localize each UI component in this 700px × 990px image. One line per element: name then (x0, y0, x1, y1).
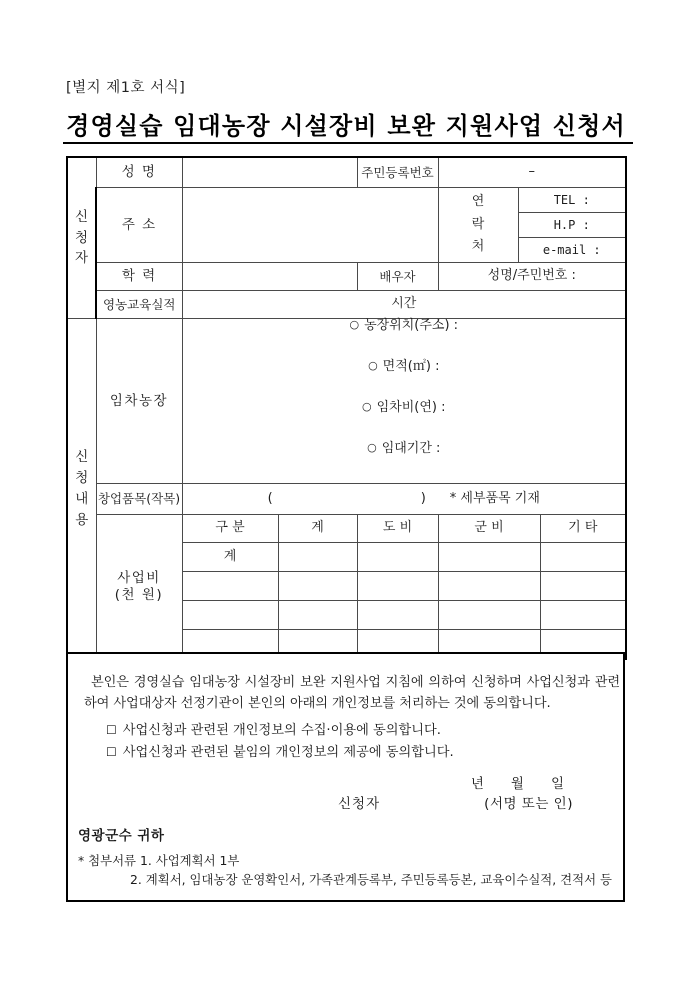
label-project-cost (96, 515, 182, 660)
addressee: 영광군수 귀하 (78, 828, 165, 844)
bullet-circle-icon: ○ (349, 318, 360, 331)
cost-cell[interactable] (540, 572, 626, 601)
bullet-circle-icon: ○ (368, 359, 378, 372)
label-name: 성 명 (96, 157, 182, 188)
field-name[interactable] (182, 157, 357, 188)
cost-cell[interactable] (182, 601, 278, 630)
application-label-char-1: 신 (75, 448, 89, 465)
rented-farm-item-rent-text: 임차비(연) : (376, 400, 446, 415)
application-label-char-4: 용 (75, 511, 89, 528)
field-spouse[interactable]: 성명/주민번호 : (438, 263, 626, 291)
label-address: 주 소 (96, 188, 182, 263)
document-title: 경영실습 임대농장 시설장비 보완 지원사업 신청서 (66, 112, 626, 140)
checkbox-icon[interactable]: ☐ (106, 723, 117, 737)
cost-cell[interactable] (278, 543, 357, 572)
consent-checkbox-collect-use-label: 사업신청과 관련된 개인정보의 수집·이용에 동의합니다. (122, 723, 441, 738)
contact-label-char-1: 연 (471, 194, 485, 210)
rented-farm-item-rent (183, 401, 626, 442)
label-startup-item: 창업품목(작목) (96, 484, 182, 515)
cost-header-county: 군 비 (438, 515, 540, 543)
label-education: 학 력 (96, 263, 182, 291)
signature-note[interactable]: (서명 또는 인) (484, 796, 573, 812)
cost-cell[interactable] (357, 543, 438, 572)
attachment-item-1: 1. 사업계획서 1부 (139, 853, 240, 868)
cost-cell[interactable] (438, 601, 540, 630)
cost-cell[interactable] (438, 572, 540, 601)
cost-header-category: 구 분 (182, 515, 278, 543)
rented-farm-item-area (183, 360, 626, 401)
cost-cell[interactable] (357, 601, 438, 630)
field-farm-education[interactable]: 시간 (182, 291, 626, 319)
contact-label-char-3: 처 (471, 239, 485, 255)
field-tel[interactable]: TEL : (518, 188, 626, 213)
cost-cell[interactable] (540, 543, 626, 572)
consent-statement: 본인은 경영실습 임대농장 시설장비 보완 지원사업 지침에 의하여 신청하며 사업신청과 관련하여 사업대상자 선정기관이 본인의 아래의 개인정보를 처리하는 것에 동의합니다. (84, 675, 620, 712)
rented-farm-item-location (183, 319, 626, 360)
application-label-char-3: 내 (75, 490, 89, 507)
section-label-applicant (67, 157, 96, 319)
section-label-application (67, 319, 96, 660)
applicant-label-char-2: 청 (74, 229, 89, 246)
rented-farm-item-location-text: 농장위치(주소) : (364, 318, 459, 333)
cost-header-total: 계 (278, 515, 357, 543)
cost-cell[interactable] (438, 543, 540, 572)
label-rrn: 주민등록번호 (357, 157, 438, 188)
date-year-label: 년 (470, 776, 485, 792)
consent-checkbox-provide-label: 사업신청과 관련된 붙임의 개인정보의 제공에 동의합니다. (122, 744, 454, 760)
cost-header-province: 도 비 (357, 515, 438, 543)
startup-item-paren-open: ( (267, 490, 273, 506)
field-address[interactable] (182, 188, 438, 263)
bullet-circle-icon: ○ (362, 400, 372, 413)
consent-checkbox-list (106, 720, 454, 764)
consent-box (66, 652, 625, 902)
label-spouse: 배우자 (357, 263, 438, 291)
rented-farm-item-period (183, 442, 626, 483)
field-education[interactable] (182, 263, 357, 291)
label-farm-education: 영농교육실적 (96, 291, 182, 319)
signer-label: 신청자 (338, 796, 381, 812)
contact-label-char-2: 락 (471, 216, 485, 232)
field-hp[interactable]: H.P : (518, 213, 626, 238)
consent-checkbox-provide[interactable] (106, 742, 454, 764)
label-rented-farm: 임차농장 (96, 319, 182, 484)
field-startup-item[interactable] (182, 484, 626, 515)
label-contact (438, 188, 518, 263)
field-rented-farm[interactable] (182, 319, 626, 484)
attachments-block (78, 852, 612, 889)
rented-farm-item-period-text: 임대기간 : (381, 441, 441, 456)
form-code: [별지 제1호 서식] (66, 80, 186, 96)
title-underline (63, 142, 633, 144)
cost-cell[interactable]: 계 (182, 543, 278, 572)
date-line[interactable] (471, 772, 565, 792)
attachments-line-1 (78, 852, 612, 871)
cost-header-other: 기 타 (540, 515, 626, 543)
cost-cell[interactable] (357, 572, 438, 601)
attachments-label: * 첨부서류 (78, 853, 137, 868)
project-cost-label-line1: 사업비 (117, 569, 161, 586)
rented-farm-item-area-text: 면적(㎡) : (382, 359, 440, 374)
field-rrn[interactable]: – (438, 157, 626, 188)
cost-cell[interactable] (278, 572, 357, 601)
startup-item-note: * 세부품목 기재 (449, 490, 540, 506)
cost-cell[interactable] (540, 601, 626, 630)
application-label-char-2: 청 (75, 469, 89, 486)
cost-cell[interactable] (278, 601, 357, 630)
bullet-circle-icon: ○ (367, 441, 377, 454)
checkbox-icon[interactable]: ☐ (106, 744, 117, 759)
cost-cell[interactable] (182, 572, 278, 601)
applicant-label-char-1: 신 (74, 208, 89, 225)
attachment-item-2: 2. 계획서, 임대농장 운영확인서, 가족관계등록부, 주민등록등본, 교육이수실적, 견적서 등 (130, 871, 612, 887)
project-cost-label-line2: (천 원) (114, 586, 164, 603)
applicant-label-char-3: 자 (74, 250, 89, 267)
date-month-label: 월 (510, 776, 525, 792)
startup-item-paren-close: ) (420, 490, 426, 506)
attachments-line-2 (78, 871, 612, 890)
application-form-table (66, 156, 627, 660)
field-email[interactable]: e-mail : (518, 238, 626, 263)
date-day-label: 일 (550, 776, 565, 792)
consent-checkbox-collect-use[interactable] (106, 720, 454, 742)
